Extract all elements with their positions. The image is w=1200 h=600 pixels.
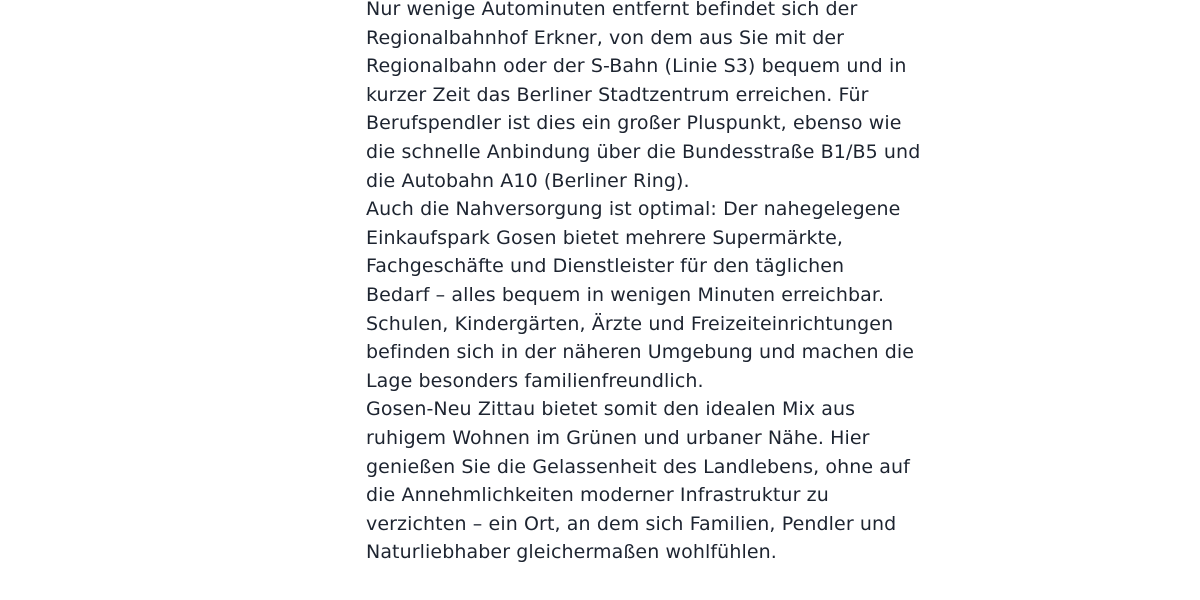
text-line: Bedarf – alles bequem in wenigen Minuten erreichbar. (366, 283, 885, 306)
text-line: kurzer Zeit das Berliner Stadtzentrum erreichen. Für (366, 83, 869, 106)
paragraph-transport (366, 0, 921, 195)
text-line: die Annehmlichkeiten moderner Infrastruktur zu (366, 484, 829, 507)
text-line: verzichten – ein Ort, an dem sich Familien, Pendler und (366, 512, 897, 535)
text-line: befinden sich in der näheren Umgebung und machen die (366, 341, 915, 364)
text-line: Gosen-Neu Zittau bietet somit den idealen Mix aus (366, 398, 856, 421)
text-line: Regionalbahn oder der S-Bahn (Linie S3) bequem und in (366, 55, 907, 78)
text-line: Fachgeschäfte und Dienstleister für den täglichen (366, 255, 845, 278)
text-line: Regionalbahnhof Erkner, von dem aus Sie mit der (366, 26, 845, 49)
text-line: Schulen, Kindergärten, Ärzte und Freizeiteinrichtungen (366, 312, 894, 335)
text-line: Lage besonders familienfreundlich. (366, 369, 704, 392)
text-line: ruhigem Wohnen im Grünen und urbaner Nähe. Hier (366, 426, 870, 449)
article-body (366, 0, 921, 567)
text-line: genießen Sie die Gelassenheit des Landlebens, ohne auf (366, 455, 910, 478)
text-line: Nur wenige Autominuten entfernt befindet sich der (366, 0, 858, 20)
paragraph-amenities (366, 195, 915, 395)
text-line: Berufspendler ist dies ein großer Pluspunkt, ebenso wie (366, 112, 902, 135)
text-line: Auch die Nahversorgung ist optimal: Der nahegelegene (366, 198, 901, 221)
text-line: die Autobahn A10 (Berliner Ring). (366, 169, 690, 192)
text-line: Einkaufspark Gosen bietet mehrere Supermärkte, (366, 226, 844, 249)
text-line: die schnelle Anbindung über die Bundesstraße B1/B5 und (366, 140, 921, 163)
text-line: Naturliebhaber gleichermaßen wohlfühlen. (366, 541, 777, 564)
paragraph-summary (366, 395, 910, 567)
